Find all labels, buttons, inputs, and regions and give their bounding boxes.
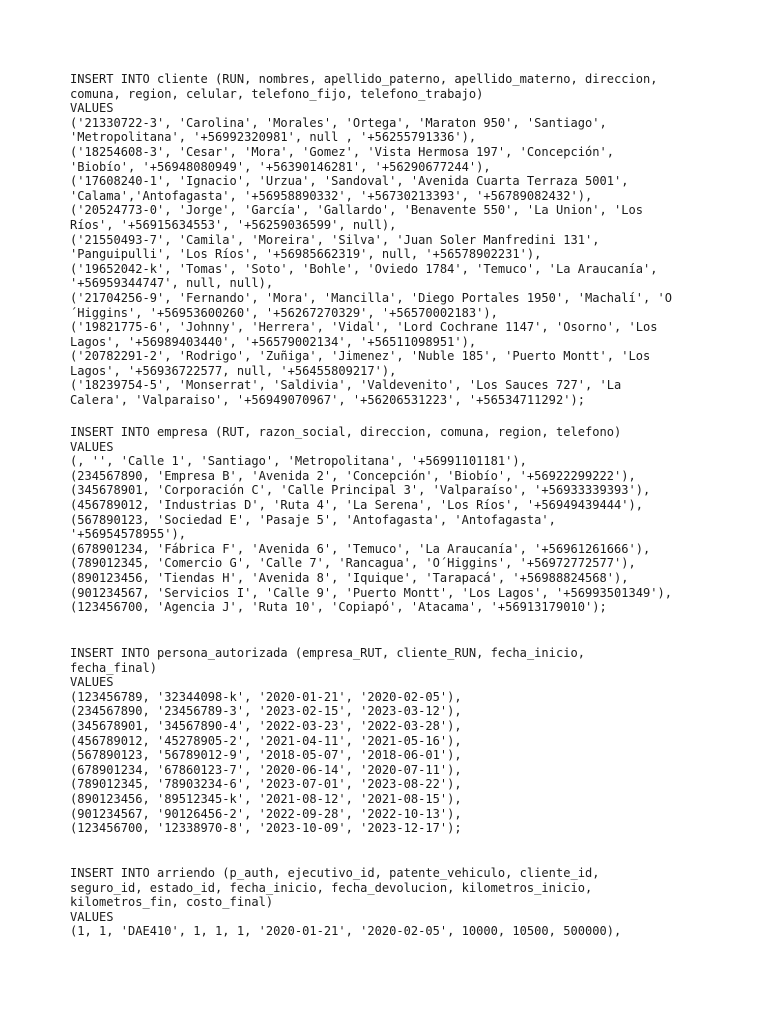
code-line: (1, 1, 'DAE410', 1, 1, 1, '2020-01-21', '2020-02-05', 10000, 10500, 500000), [70, 924, 622, 939]
code-line: ('20524773-0', 'Jorge', 'García', 'Gallardo', 'Benavente 550', 'La Union', 'Los [70, 203, 643, 218]
code-line: (890123456, 'Tiendas H', 'Avenida 8', 'Iquique', 'Tarapacá', '+56988824568'), [70, 570, 629, 585]
code-line: INSERT INTO empresa (RUT, razon_social, direccion, comuna, region, telefono) [70, 425, 622, 439]
code-line: (234567890, '23456789-3', '2023-02-15', '2023-03-12'), [70, 704, 462, 719]
code-line: VALUES [70, 439, 114, 454]
code-line: (678901234, 'Fábrica F', 'Avenida 6', 'Temuco', 'La Araucanía', '+56961261666'), [70, 541, 651, 556]
code-line: ('18239754-5', 'Monserrat', 'Saldivia', 'Valdevenito', 'Los Sauces 727', 'La [70, 378, 622, 393]
code-line: VALUES [70, 675, 114, 690]
code-line: Calera', 'Valparaiso', '+56949070967', '+56206531223', '+56534711292'); [70, 393, 585, 408]
code-line: (123456789, '32344098-k', '2020-01-21', '2020-02-05'), [70, 689, 462, 704]
code-line: (567890123, '56789012-9', '2018-05-07', '2018-06-01'), [70, 748, 462, 763]
code-line: (890123456, '89512345-k', '2021-08-12', '2021-08-15'), [70, 791, 462, 806]
code-line: (456789012, '45278905-2', '2021-04-11', '2021-05-16'), [70, 733, 462, 748]
code-line: ('19821775-6', 'Johnny', 'Herrera', 'Vidal', 'Lord Cochrane 1147', 'Osorno', 'Los [70, 320, 658, 335]
code-line: (789012345, '78903234-6', '2023-07-01', '2023-08-22'), [70, 777, 462, 792]
code-line: ('21550493-7', 'Camila', 'Moreira', 'Silva', 'Juan Soler Manfredini 131', [70, 232, 600, 247]
code-line: '+56954578955'), [70, 527, 187, 542]
code-line: 'Biobío', '+56948080949', '+56390146281', '+56290677244'), [70, 159, 491, 174]
code-line: 'Panguipulli', 'Los Ríos', '+56985662319', null, '+56578902231'), [70, 247, 542, 262]
code-line: ('21330722-3', 'Carolina', 'Morales', 'Ortega', 'Maraton 950', 'Santiago', [70, 115, 607, 130]
code-line: (456789012, 'Industrias D', 'Ruta 4', 'La Serena', 'Los Ríos', '+56949439444'), [70, 497, 643, 512]
code-line: (678901234, '67860123-7', '2020-06-14', '2020-07-11'), [70, 762, 462, 777]
code-line: VALUES [70, 101, 114, 116]
code-line: (, '', 'Calle 1', 'Santiago', 'Metropolitana', '+56991101181'), [70, 454, 527, 469]
code-line: VALUES [70, 909, 114, 924]
code-line: ('18254608-3', 'Cesar', 'Mora', 'Gomez', 'Vista Hermosa 197', 'Concepción', [70, 144, 614, 159]
code-line: Lagos', '+56936722577, null, '+56455809217'), [70, 363, 397, 378]
code-line: ('21704256-9', 'Fernando', 'Mora', 'Mancilla', 'Diego Portales 1950', 'Machalí', 'O [70, 290, 672, 305]
code-line: ('20782291-2', 'Rodrigo', 'Zuñiga', 'Jimenez', 'Nuble 185', 'Puerto Montt', 'Los [70, 349, 651, 364]
code-line: INSERT INTO cliente (RUN, nombres, apellido_paterno, apellido_materno, direccion, [70, 72, 658, 86]
code-line: seguro_id, estado_id, fecha_inicio, fecha_devolucion, kilometros_inicio, [70, 880, 593, 895]
code-line: (567890123, 'Sociedad E', 'Pasaje 5', 'Antofagasta', 'Antofagasta', [70, 512, 556, 527]
insert-cliente-statement [70, 72, 672, 408]
code-line: (234567890, 'Empresa B', 'Avenida 2', 'Concepción', 'Biobío', '+56922299222'), [70, 468, 636, 483]
code-line: (345678901, 'Corporación C', 'Calle Principal 3', 'Valparaíso', '+56933339393'), [70, 483, 651, 498]
code-line: (901234567, 'Servicios I', 'Calle 9', 'Puerto Montt', 'Los Lagos', '+56993501349'), [70, 585, 672, 600]
code-line: ('19652042-k', 'Tomas', 'Soto', 'Bohle', 'Oviedo 1784', 'Temuco', 'La Araucanía', [70, 261, 658, 276]
code-line: ('17608240-1', 'Ignacio', 'Urzua', 'Sandoval', 'Avenida Cuarta Terraza 5001', [70, 174, 629, 189]
code-line: 'Metropolitana', '+56992320981', null , '+56255791336'), [70, 130, 477, 145]
code-line: fecha_final) [70, 660, 158, 675]
code-line: INSERT INTO persona_autorizada (empresa_RUT, cliente_RUN, fecha_inicio, [70, 646, 585, 660]
insert-empresa-statement [70, 425, 672, 615]
code-line: 'Calama','Antofagasta', '+56958890332', '+56730213393', '+56789082432'), [70, 188, 593, 203]
code-line: (123456700, 'Agencia J', 'Ruta 10', 'Copiapó', 'Atacama', '+56913179010'); [70, 600, 607, 615]
code-line: INSERT INTO arriendo (p_auth, ejecutivo_id, patente_vehiculo, cliente_id, [70, 866, 600, 880]
code-line: comuna, region, celular, telefono_fijo, telefono_trabajo) [70, 86, 484, 101]
code-line: kilometros_fin, costo_final) [70, 895, 274, 910]
code-line: ´Higgins', '+56953600260', '+56267270329', '+56570002183'), [70, 305, 498, 320]
code-line: '+56959344747', null, null), [70, 276, 274, 291]
code-line: (345678901, '34567890-4', '2022-03-23', '2022-03-28'), [70, 718, 462, 733]
code-line: (123456700, '12338970-8', '2023-10-09', '2023-12-17'); [70, 821, 462, 836]
code-line: Ríos', '+56915634553', '+56259036599', null), [70, 217, 397, 232]
code-line: (789012345, 'Comercio G', 'Calle 7', 'Rancagua', 'O´Higgins', '+56972772577'), [70, 556, 636, 571]
insert-persona-autorizada-statement [70, 646, 585, 836]
code-line: Lagos', '+56989403440', '+56579002134', '+56511098951'), [70, 334, 477, 349]
code-line: (901234567, '90126456-2', '2022-09-28', '2022-10-13'), [70, 806, 462, 821]
insert-arriendo-statement [70, 866, 621, 939]
